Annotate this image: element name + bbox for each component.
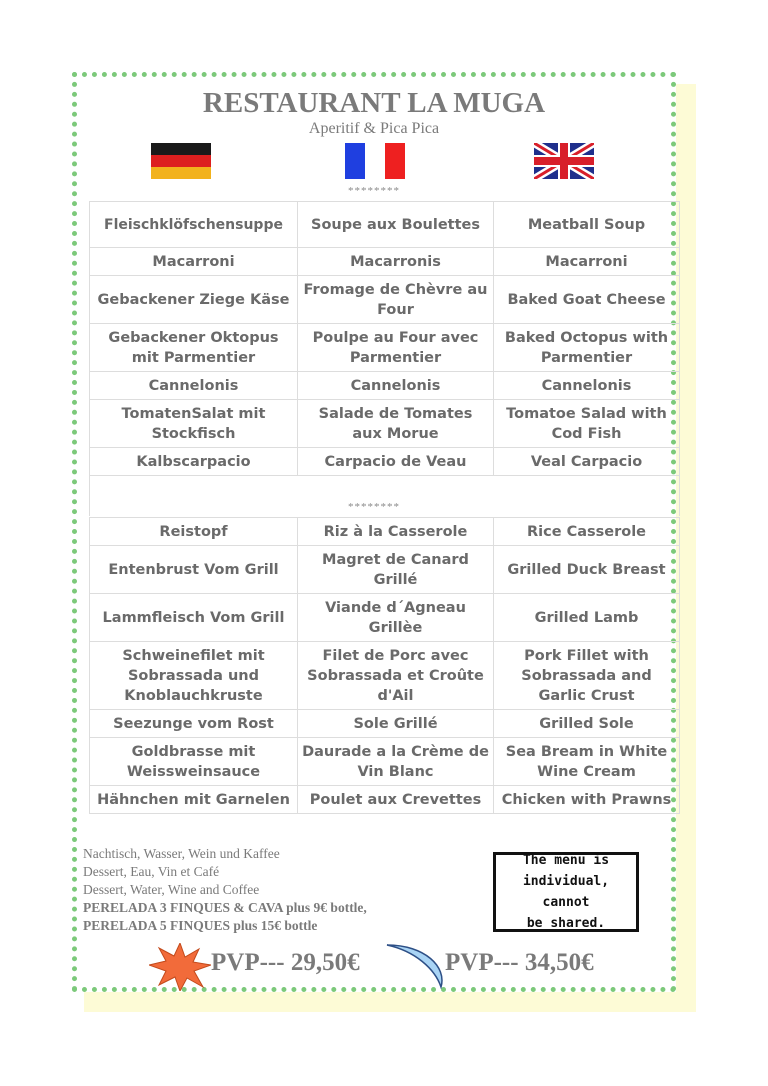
dish-fr: Sole Grillé — [298, 710, 494, 738]
dish-de: Reistopf — [90, 518, 298, 546]
table-row — [90, 518, 680, 546]
dish-fr: Riz à la Casserole — [298, 518, 494, 546]
separator-1: ******** — [348, 185, 400, 197]
separator-2: ******** — [348, 501, 400, 513]
table-row — [90, 276, 680, 324]
price-menu-1: PVP--- 29,50€ — [211, 949, 360, 976]
table-row — [90, 710, 680, 738]
inclusions-notes — [83, 845, 483, 935]
dish-fr: Filet de Porc avec Sobrassada et Croûte d'Ail — [298, 642, 494, 710]
dish-en: Tomatoe Salad with Cod Fish — [494, 400, 680, 448]
notice-line-2: individual, cannot — [522, 874, 610, 910]
dish-en: Cannelonis — [494, 372, 680, 400]
german-flag-icon — [151, 143, 211, 179]
dish-en: Grilled Lamb — [494, 594, 680, 642]
dish-de: Fleischklöfschensuppe — [90, 202, 298, 248]
dish-de: TomatenSalat mit Stockfisch — [90, 400, 298, 448]
french-flag-icon — [345, 143, 405, 179]
table-row — [90, 400, 680, 448]
dish-de: Entenbrust Vom Grill — [90, 546, 298, 594]
dish-en: Baked Octopus with Parmentier — [494, 324, 680, 372]
table-row — [90, 372, 680, 400]
price-row — [77, 943, 677, 987]
starters-table — [89, 201, 680, 516]
table-row — [90, 248, 680, 276]
dish-en: Macarroni — [494, 248, 680, 276]
dish-de: Schweinefilet mit Sobrassada und Knoblauchkruste — [90, 642, 298, 710]
dish-en: Grilled Duck Breast — [494, 546, 680, 594]
dish-fr: Viande d´Agneau Grillèe — [298, 594, 494, 642]
dish-de: Gebackener Ziege Käse — [90, 276, 298, 324]
dish-fr: Fromage de Chèvre au Four — [298, 276, 494, 324]
dish-fr: Poulet aux Crevettes — [298, 786, 494, 814]
sharing-notice — [493, 852, 639, 932]
notice-line-3: be shared. — [526, 916, 606, 931]
table-row — [90, 546, 680, 594]
dish-fr: Salade de Tomates aux Morue — [298, 400, 494, 448]
uk-flag-icon — [534, 143, 594, 179]
dish-fr: Cannelonis — [298, 372, 494, 400]
table-row — [90, 594, 680, 642]
dish-fr: Carpacio de Veau — [298, 448, 494, 476]
table-row — [90, 202, 680, 248]
dish-de: Macarroni — [90, 248, 298, 276]
table-row — [90, 642, 680, 710]
dish-en: Chicken with Prawns — [494, 786, 680, 814]
notice-line-1: The menu is — [522, 853, 610, 868]
dish-en: Baked Goat Cheese — [494, 276, 680, 324]
price-menu-2: PVP--- 34,50€ — [445, 949, 594, 976]
note-wine-1: PERELADA 3 FINQUES & CAVA plus 9€ bottle, — [83, 900, 367, 915]
crescent-moon-icon — [385, 943, 445, 989]
dish-de: Gebackener Oktopus mit Parmentier — [90, 324, 298, 372]
table-row — [90, 324, 680, 372]
dish-de: Lammfleisch Vom Grill — [90, 594, 298, 642]
dish-en: Meatball Soup — [494, 202, 680, 248]
note-de: Nachtisch, Wasser, Wein und Kaffee — [83, 846, 280, 861]
dish-fr: Magret de Canard Grillé — [298, 546, 494, 594]
mains-table — [89, 517, 680, 814]
table-row — [90, 786, 680, 814]
dish-fr: Macarronis — [298, 248, 494, 276]
note-en: Dessert, Water, Wine and Coffee — [83, 882, 260, 897]
star-burst-icon — [149, 943, 211, 991]
note-fr: Dessert, Eau, Vin et Café — [83, 864, 220, 879]
dish-de: Goldbrasse mit Weissweinsauce — [90, 738, 298, 786]
menu-card — [72, 72, 676, 992]
page-subtitle: Aperitif & Pica Pica — [308, 120, 440, 137]
dish-de: Kalbscarpacio — [90, 448, 298, 476]
dish-en: Grilled Sole — [494, 710, 680, 738]
note-wine-2: PERELADA 5 FINQUES plus 15€ bottle — [83, 918, 318, 933]
dish-de: Cannelonis — [90, 372, 298, 400]
table-row — [90, 738, 680, 786]
dish-fr: Poulpe au Four avec Parmentier — [298, 324, 494, 372]
dish-en: Rice Casserole — [494, 518, 680, 546]
dish-en: Pork Fillet with Sobrassada and Garlic Crust — [494, 642, 680, 710]
dish-en: Veal Carpacio — [494, 448, 680, 476]
table-row — [90, 448, 680, 476]
dish-de: Hähnchen mit Garnelen — [90, 786, 298, 814]
dish-fr: Daurade a la Crème de Vin Blanc — [298, 738, 494, 786]
dish-de: Seezunge vom Rost — [90, 710, 298, 738]
dish-fr: Soupe aux Boulettes — [298, 202, 494, 248]
page-title: RESTAURANT LA MUGA — [202, 87, 546, 119]
dish-en: Sea Bream in White Wine Cream — [494, 738, 680, 786]
